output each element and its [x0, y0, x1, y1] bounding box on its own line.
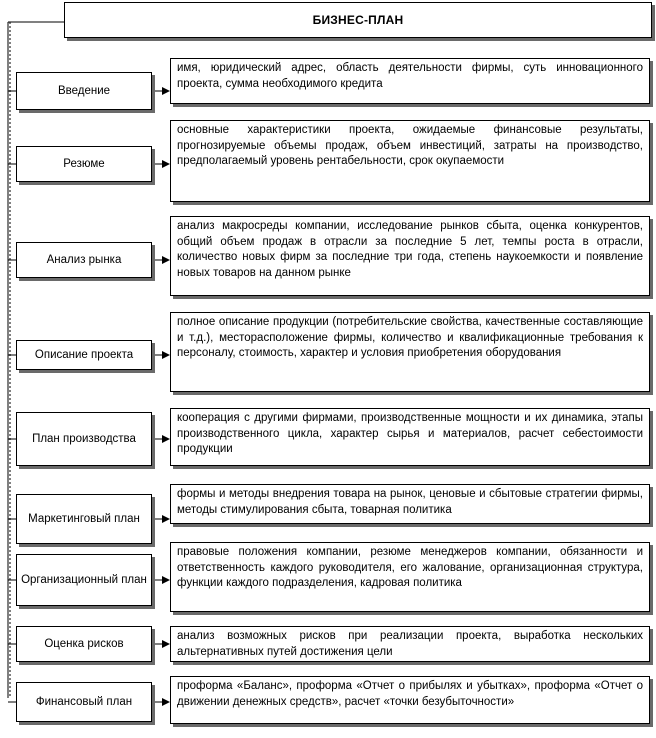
section-description-box: полное описание продукции (потребительские свойства, качественные составляющие и т.д.), месторасположение фирмы, количество и квалификационные требования к персоналу, стоимость, характер и условия приобретения оборудования — [170, 312, 650, 392]
page-title: БИЗНЕС-ПЛАН — [64, 2, 652, 38]
section-label-box: Финансовый план — [16, 682, 152, 722]
section-description-box: правовые положения компании, резюме менеджеров компании, обязанности и ответственность каждого руководителя, его жалование, организационная структура, функции каждого подразделения, кадровая политика — [170, 542, 650, 612]
section-description-box: проформа «Баланс», проформа «Отчет о прибылях и убытках», проформа «Отчет о движении денежных средств», расчет «точки безубыточности» — [170, 676, 650, 724]
section-label-box: Маркетинговый план — [16, 494, 152, 544]
section-label-box: Организационный план — [16, 554, 152, 606]
section-label-box: План производства — [16, 412, 152, 466]
section-label-box: Анализ рынка — [16, 242, 152, 278]
section-label-box: Описание проекта — [16, 340, 152, 370]
section-description-box: анализ возможных рисков при реализации проекта, выработка нескольких альтернативных путей достижения цели — [170, 626, 650, 662]
section-label-box: Введение — [16, 72, 152, 110]
section-label-box: Резюме — [16, 146, 152, 182]
section-description-box: основные характеристики проекта, ожидаемые финансовые результаты, прогнозируемые объемы продаж, объем инвестиций, затраты на производство, предполагаемый уровень рентабельности, срок окупаемости — [170, 120, 650, 202]
section-label-box: Оценка рисков — [16, 626, 152, 662]
section-description-box: кооперация с другими фирмами, производственные мощности и их динамика, этапы производственного цикла, характер сырья и материалов, расчет себестоимости продукции — [170, 408, 650, 466]
section-description-box: имя, юридический адрес, область деятельности фирмы, суть инновационного проекта, сумма необходимого кредита — [170, 58, 650, 104]
section-description-box: формы и методы внедрения товара на рынок, ценовые и сбытовые стратегии фирмы, методы стимулирования сбыта, товарная политика — [170, 484, 650, 524]
section-description-box: анализ макросреды компании, исследование рынков сбыта, оценка конкурентов, общий объем продаж в отрасли за последние 5 лет, темпы роста в отрасли, количество новых фирм за последние три года, степень наукоемкости и появление новых товаров на данном рынке — [170, 216, 650, 296]
